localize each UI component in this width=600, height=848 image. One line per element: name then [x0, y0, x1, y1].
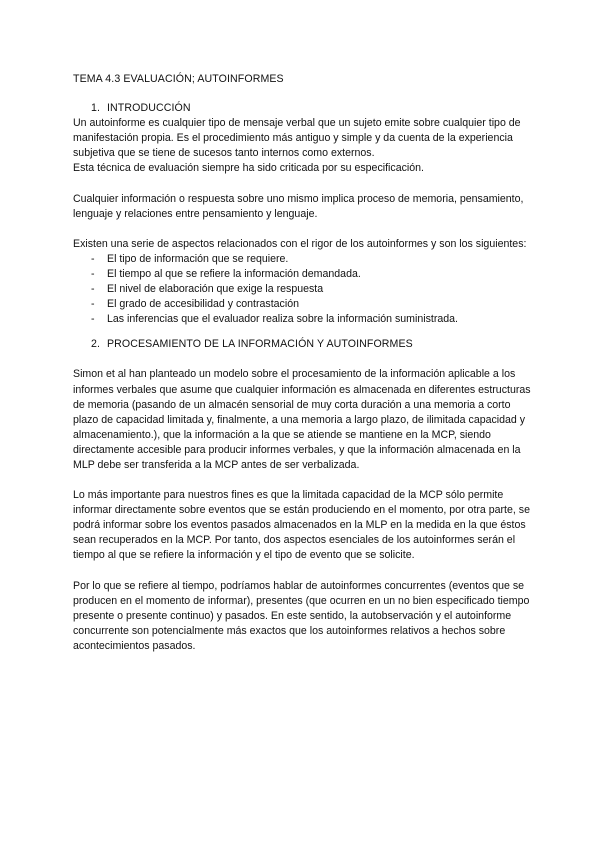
document-title: TEMA 4.3 EVALUACIÓN; AUTOINFORMES	[73, 73, 284, 85]
document-content	[73, 72, 533, 654]
section-number: 1.	[91, 102, 101, 115]
list-dash: -	[91, 283, 95, 296]
paragraph: Un autoinforme es cualquier tipo de mensaje verbal que un sujeto emite sobre cualquier tipo de manifestación propia. Es el procedimiento más antiguo y simple y da cuenta de la experiencia subjetiva que se tiene de sucesos tanto internos como externos.	[73, 117, 521, 160]
paragraph: Esta técnica de evaluación siempre ha sido criticada por su especificación.	[73, 162, 424, 175]
paragraph: Existen una serie de aspectos relacionados con el rigor de los autoinformes y son los siguientes:	[73, 237, 527, 250]
list-item-text: El tiempo al que se refiere la información demandada.	[107, 267, 361, 280]
list-item	[91, 252, 533, 267]
aspects-list	[73, 252, 533, 327]
list-dash: -	[91, 267, 95, 280]
list-dash: -	[91, 252, 95, 265]
section-heading-introduccion	[73, 101, 533, 116]
paragraph: Simon et al han planteado un modelo sobre el procesamiento de la información aplicable a los informes verbales que asume que cualquier información es almacenada en diferentes estructuras de memoria (pasando de un almacén sensorial de muy corta duración a una memoria a corto plazo de capacidad limitada y, finalmente, a una memoria a largo plazo, de ilimitada capacidad y almacenamiento.), que la información a la que se atiende se mantiene en la MCP, siendo directamente accesible para producir informes verbales, y que la información almacenada en la MLP debe ser transferida a la MCP antes de ser verbalizada.	[73, 368, 531, 471]
section-heading-text: INTRODUCCIÓN	[107, 102, 191, 115]
list-item-text: El nivel de elaboración que exige la respuesta	[107, 283, 324, 296]
paragraph: Cualquier información o respuesta sobre uno mismo implica proceso de memoria, pensamiento, lenguaje y relaciones entre pensamiento y lenguaje.	[73, 192, 524, 220]
list-item-text: El grado de accesibilidad y contrastación	[107, 298, 299, 311]
list-item	[91, 267, 533, 282]
list-item	[91, 297, 533, 312]
list-item-text: Las inferencias que el evaluador realiza sobre la información suministrada.	[107, 313, 458, 326]
paragraph: Lo más importante para nuestros fines es que la limitada capacidad de la MCP sólo permite informar directamente sobre eventos que se están produciendo en el momento, por otra parte, se podrá informar sobre los eventos pasados almacenados en la MLP en la medida en la que éstos sean recuperados en la MCP. Por tanto, dos aspectos esenciales de los autoinformes serán el tiempo al que se refiere la información y el tipo de evento que se solicite.	[73, 489, 530, 562]
list-item	[91, 312, 533, 327]
paragraph: Por lo que se refiere al tiempo, podríamos hablar de autoinformes concurrentes (eventos que se producen en el momento de informar), presentes (que ocurren en un no bien especificado tiempo presente o presente continuo) y pasados. En este sentido, la autobservación y el autoinforme concurrente son potencialmente más exactos que los autoinformes relativos a hechos sobre acontecimientos pasados.	[73, 579, 530, 652]
list-item-text: El tipo de información que se requiere.	[107, 252, 289, 265]
list-dash: -	[91, 313, 95, 326]
list-item	[91, 282, 533, 297]
section-heading-text: PROCESAMIENTO DE LA INFORMACIÓN Y AUTOINFORMES	[107, 338, 413, 351]
list-dash: -	[91, 298, 95, 311]
section-number: 2.	[91, 338, 101, 351]
section-heading-procesamiento	[73, 337, 533, 352]
